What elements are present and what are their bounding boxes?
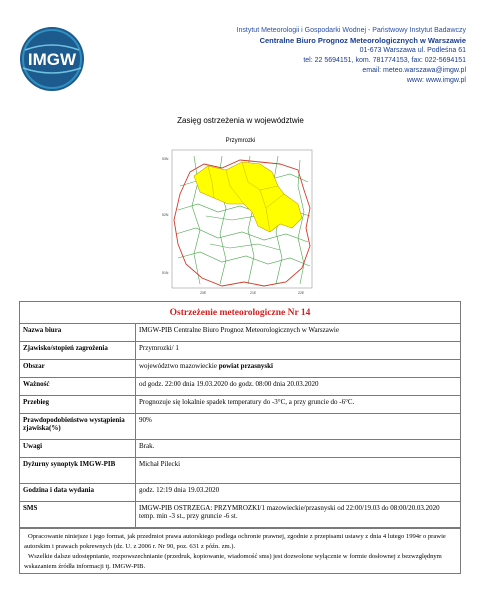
- table-row: [20, 440, 461, 458]
- row-key: Godzina i data wydania: [20, 484, 136, 502]
- row-key: Nazwa biura: [20, 324, 136, 342]
- copyright-notice: [19, 528, 461, 574]
- row-value: od godz. 22:00 dnia 19.03.2020 do godz. 08:00 dnia 20.03.2020: [136, 378, 461, 396]
- row-value: [136, 360, 461, 378]
- row-key: Ważność: [20, 378, 136, 396]
- axis-bottom-tick: 20E: [200, 291, 207, 295]
- header-block: [237, 26, 466, 86]
- axis-bottom-tick: 22E: [298, 291, 305, 295]
- copyright-line-2: Wszelkie dalsze udostępnianie, rozpowszechnianie (przedruk, kopiowanie, wiadomość sms) jest dozwolone wyłącznie w formie dosłownej z bezwzględnym wskazaniem źródła informacji tj. IMGW-PIB.: [24, 553, 442, 570]
- axis-left-tick: 52N: [162, 213, 169, 217]
- row-key: Dyżurny synoptyk IMGW-PIB: [20, 458, 136, 484]
- institute-name: Instytut Meteorologii i Gospodarki Wodnej - Państwowy Instytut Badawczy: [236, 27, 466, 34]
- row-key: Przebieg: [20, 396, 136, 414]
- phone-numbers: tel: 22 5694151, kom. 781774153, fax: 022-5694151: [303, 57, 466, 64]
- table-row: [20, 502, 461, 528]
- row-value: godz. 12:19 dnia 19.03.2020: [136, 484, 461, 502]
- row-value: IMGW-PIB OSTRZEGA: PRZYMROZKI/1 mazowieckie/przasnyski od 22:00/19.03 do 08:00/20.03.2020 temp. min -3 st., przy gruncie -6 st.: [136, 502, 461, 528]
- www-line: [237, 76, 466, 86]
- row-value: 90%: [136, 414, 461, 440]
- row-value: Prognozuje się lokalnie spadek temperatury do -3°C, a przy gruncie do -6°C.: [136, 396, 461, 414]
- copyright-line-1: Opracowanie niniejsze i jego format, jak przedmiot prawa autorskiego podlega ochronie prawnej, zgodnie z przepisami ustawy z dnia 4 lutego 1994r o prawie autorskim i prawach pokrewnych (dz. U. z 2006 r. Nr 90, poz. 631 z późn. zm.).: [24, 533, 446, 550]
- email-link[interactable]: meteo.warszawa@imgw.pl: [383, 67, 466, 74]
- logo-text: IMGW: [27, 50, 77, 69]
- www-label: www:: [406, 77, 424, 84]
- table-row: [20, 458, 461, 484]
- area-county: powiat przasnyski: [218, 362, 273, 370]
- map-subtitle: Przymrozki: [225, 138, 256, 144]
- imgw-logo: [19, 26, 85, 92]
- row-key: Prawdopodobieństwo wystąpienia zjawiska(%): [20, 414, 136, 440]
- row-key: Uwagi: [20, 440, 136, 458]
- row-value: Przymrozki/ 1: [136, 342, 461, 360]
- email-line: [237, 66, 466, 76]
- axis-left-tick: 53N: [162, 157, 169, 161]
- axis-left-tick: 51N: [162, 271, 169, 275]
- table-row: [20, 414, 461, 440]
- warning-title: Ostrzeżenie meteorologiczne Nr 14: [20, 302, 461, 324]
- www-link[interactable]: www.imgw.pl: [425, 77, 466, 84]
- table-row: [20, 396, 461, 414]
- warning-table: [19, 301, 461, 528]
- map-title: Zasięg ostrzeżenia w województwie: [177, 116, 304, 125]
- axis-bottom-tick: 21E: [250, 291, 257, 295]
- table-row: [20, 360, 461, 378]
- address: 01-673 Warszawa ul. Podleśna 61: [359, 47, 466, 54]
- table-row: [20, 378, 461, 396]
- email-label: email:: [362, 67, 382, 74]
- row-value: Michał Pilecki: [136, 458, 461, 484]
- table-row: [20, 324, 461, 342]
- row-value: IMGW-PIB Centralne Biuro Prognoz Meteorologicznych w Warszawie: [136, 324, 461, 342]
- table-row: [20, 484, 461, 502]
- row-key: Zjawisko/stopień zagrożenia: [20, 342, 136, 360]
- center-name: Centralne Biuro Prognoz Meteorologicznych w Warszawie: [259, 36, 466, 45]
- region-map: [160, 146, 320, 298]
- warning-title-row: [20, 302, 461, 324]
- row-key: SMS: [20, 502, 136, 528]
- row-key: Obszar: [20, 360, 136, 378]
- area-name: województwo mazowieckie: [139, 362, 217, 370]
- row-value: Brak.: [136, 440, 461, 458]
- table-row: [20, 342, 461, 360]
